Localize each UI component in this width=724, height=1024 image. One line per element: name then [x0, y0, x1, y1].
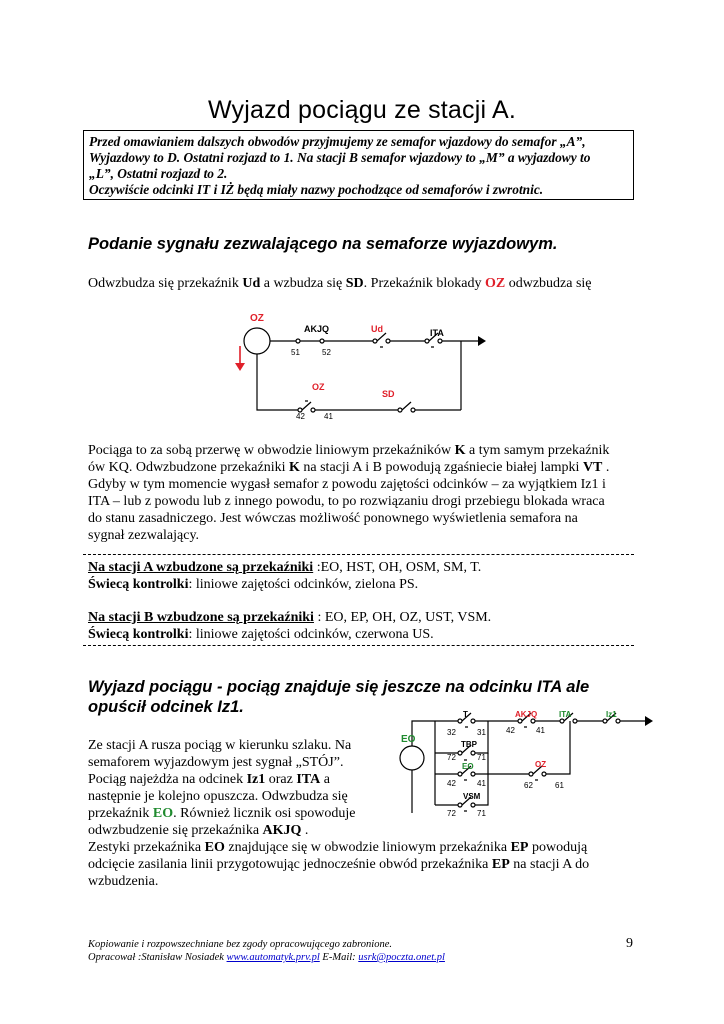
akjq-terminal-label: 51	[291, 348, 300, 357]
author-line: Opracował :Stanisław Nosiadek www.automatyk.prv.pl E-Mail: usrk@poczta.onet.pl	[88, 952, 445, 963]
oz-terminal-label: 61	[555, 781, 564, 790]
oz-terminal-label: 62	[524, 781, 533, 790]
divider	[83, 645, 634, 646]
ita-label: ITA	[430, 328, 444, 338]
oz-label: OZ	[535, 760, 547, 769]
tbp-label: TBP	[461, 740, 477, 749]
intro-line: Oczywiście odcinki IT i IŻ będą miały nazwy pochodzące od semaforów i zwrotnic.	[89, 182, 544, 197]
page-footer	[88, 938, 445, 964]
vsm-terminal-label: 71	[477, 809, 486, 818]
page-title: Wyjazd pociągu ze stacji A.	[207, 96, 517, 124]
ita-label: ITA	[559, 710, 572, 719]
section2-heading: Wyjazd pociągu - pociąg znajduje się jeszcze na odcinku ITA ale opuścił odcinek Iz1.	[88, 678, 590, 716]
oz-terminal-label: 41	[324, 412, 333, 421]
akjq-terminal-label: 42	[506, 726, 515, 735]
tbp-terminal-label: 72	[447, 753, 456, 762]
email-link[interactable]: usrk@poczta.onet.pl	[358, 952, 445, 963]
section1-paragraph: Pociąga to za sobą przerwę w obwodzie liniowym przekaźników K a tym samym przekaźnik ów KQ. Odwzbudzone przekaźniki K na stacji A i B powodują zgaśniecie białej lampki VT . Gdyby w tym momencie wygasł semafor z powodu zajętości odcinków – za wyjątkiem Iz1 i ITA – lub z powodu lub z innego powodu, to po rozwiązaniu drogi przebiegu blokada wraca do stanu zasadniczego. Jest wówczas możliwość ponownego wyświetlenia semafora na sygnał zezwalający.	[88, 443, 610, 543]
section1-heading: Podanie sygnału zezwalającego na semaforze wyjazdowym.	[88, 235, 558, 253]
station-a-status: Na stacji A wzbudzone są przekaźniki :EO, HST, OH, OSM, SM, T. Świecą kontrolki: liniowe zajętości odcinków, zielona PS.	[88, 560, 482, 592]
eo-terminal-label: 41	[477, 779, 486, 788]
intro-line: Przed omawianiem dalszych obwodów przyjmujemy ze semafor wjazdowy do semafor „A”,	[89, 134, 586, 149]
sd-label: SD	[382, 389, 395, 399]
page-number: 9	[626, 936, 633, 951]
intro-box	[83, 130, 634, 200]
section1-lead: Odwzbudza się przekaźnik Ud a wzbudza się SD. Przekaźnik blokady OZ odwzbudza się	[88, 276, 592, 291]
divider	[83, 554, 634, 555]
akjq-label: AKJQ	[304, 324, 330, 334]
vsm-label: VSM	[463, 792, 481, 801]
oz-contact-label: OZ	[312, 382, 325, 392]
website-link[interactable]: www.automatyk.prv.pl	[226, 952, 320, 963]
oz-coil-label: OZ	[250, 313, 264, 324]
arrow-right-icon	[645, 716, 653, 726]
akjq-terminal-label: 41	[536, 726, 545, 735]
intro-line: „L”, Ostatni rozjazd to 2.	[89, 166, 228, 181]
oz-terminal-label: 42	[296, 412, 305, 421]
akjq-terminal-label: 52	[322, 348, 331, 357]
oz-relay-coil-icon	[244, 328, 270, 354]
section2-paragraph: Ze stacji A rusza pociąg w kierunku szlaku. Na semaforem wyjazdowym jest sygnał „STÓJ”. Pociąg najeżdża na odcinek Iz1 oraz ITA a następnie je kolejno opuszcza. Odwzbudza się przekaźnik EO. Również licznik osi spowoduje odwzbudzenie się przekaźnika AKJQ . Zestyki przekaźnika EO znajdujące się w obwodzie liniowym przekaźnika EP powodują odcięcie zasilania linii przygotowując jednocześnie obwód przekaźnika EP na stacji A do wzbudzenia.	[88, 738, 590, 889]
t-label: T	[463, 710, 468, 719]
eo-contact-label: EO	[462, 762, 474, 771]
akjq-label: AKJQ	[515, 710, 538, 719]
vsm-terminal-label: 72	[447, 809, 456, 818]
relay-circuit-diagram-1	[225, 308, 500, 423]
ud-label: Ud	[371, 324, 383, 334]
copyright-notice: Kopiowanie i rozpowszechniane bez zgody opracowującego zabronione.	[88, 939, 392, 950]
iz1-label: Iz1	[606, 710, 617, 719]
tbp-terminal-label: 71	[477, 753, 486, 762]
t-terminal-label: 31	[477, 728, 486, 737]
eo-terminal-label: 42	[447, 779, 456, 788]
eo-coil-label: EO	[401, 734, 416, 745]
station-b-status: Na stacji B wzbudzone są przekaźniki : EO, EP, OH, OZ, UST, VSM. Świecą kontrolki: liniowe zajętości odcinków, czerwona US.	[88, 610, 492, 642]
arrow-right-icon	[478, 336, 486, 346]
intro-line: Wyjazdowy to D. Ostatni rozjazd to 1. Na stacji B semafor wjazdowy to „M” a wyjazdowy to	[89, 150, 591, 165]
arrow-down-head-icon	[235, 363, 245, 371]
t-terminal-label: 32	[447, 728, 456, 737]
